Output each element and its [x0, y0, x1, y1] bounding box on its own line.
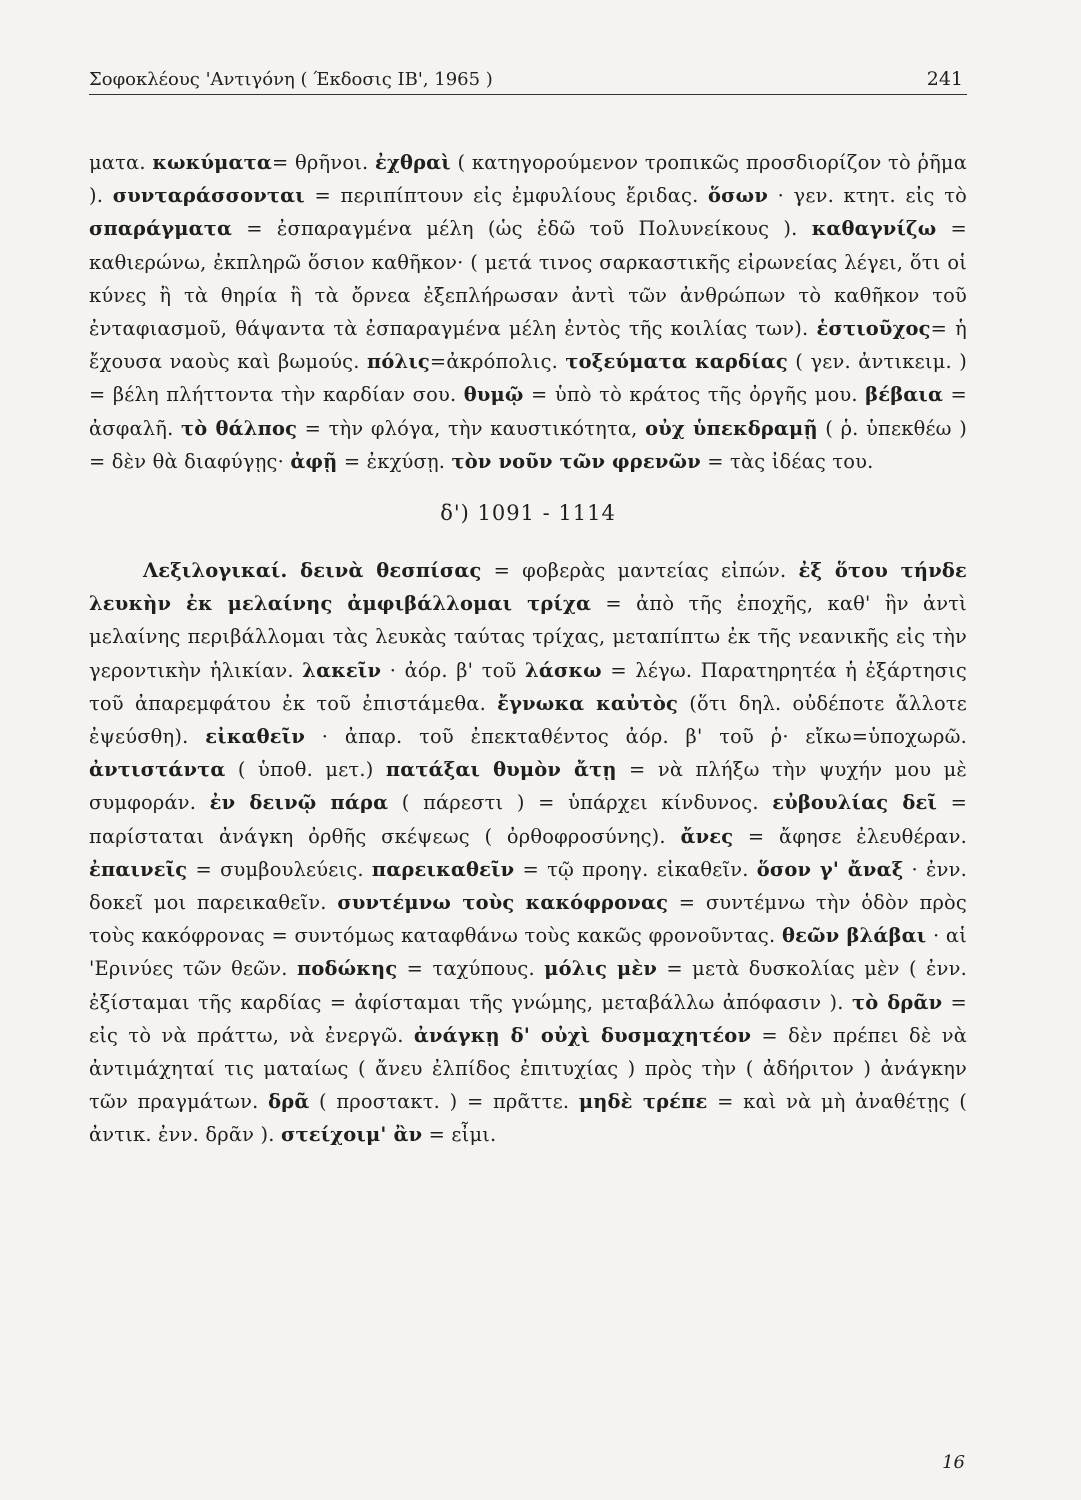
lemma: κωκύματα — [152, 151, 272, 174]
lemma: σπαράγματα — [89, 217, 233, 241]
lemma: Λεξιλογικαί. δεινὰ θεσπίσας — [143, 559, 482, 583]
lemma: ὅσων — [708, 184, 768, 208]
lemma: στείχοιμ' ἂν — [280, 1123, 423, 1147]
running-title: Σοφοκλέους 'Αντιγόνη ( Έκδοσις ΙΒ', 1965 ) — [89, 69, 493, 90]
paragraph-glossary-1: ματα. κωκύματα= θρῆνοι. ἐχθραὶ ( κατηγορούμενον τροπικῶς προσδιορίζον τὸ ῥῆμα ). συνταράσσονται = περιπίπτουν εἰς ἐμφυλίους ἔριδας. ὅσων · γεν. κτητ. εἰς τὸ σπαράγματα = ἐσπαραγμένα μέλη (ὡς ἐδῶ τοῦ Πολυνείκους ). καθαγνίζω = καθιερώνω, ἐκπληρῶ ὅσιον καθῆκον· ( μετά τινος σαρκαστικῆς εἰρωνείας λέγει, ὅτι οἱ κύνες ἢ τὰ θηρία ἢ τὰ ὄρνεα ἐξεπλήρωσαν ἀντὶ τῶν ἀνθρώπων τὸ καθῆκον τοῦ ἐνταφιασμοῦ, θάψαντα τὰ ἐσπαραγμένα μέλη ἐντὸς τῆς κοιλίας των). ἑστιοῦχος= ἡ ἔχουσα ναοὺς καὶ βωμούς. πόλις=ἀκρόπολις. τοξεύματα καρδίας ( γεν. ἀντικειμ. ) = βέλη πλήττοντα τὴν καρδίαν σου. θυμῷ = ὑπὸ τὸ κράτος τῆς ὀργῆς μου. βέβαια = ἀσφαλῆ. τὸ θάλπος = τὴν φλόγα, τὴν καυστικότητα, οὐχ ὑπεκδραμῇ ( ῥ. ὑπεκθέω ) = δὲν θὰ διαφύγῃς· ἀφῇ = ἐκχύσῃ. τὸν νοῦν τῶν φρενῶν = τὰς ἰδέας του. — [89, 151, 968, 473]
lemma: λάσκω — [525, 658, 602, 682]
lemma: συντέμνω τοὺς κακόφρονας — [337, 891, 669, 915]
lemma: παρεικαθεῖν — [371, 857, 515, 881]
signature-mark: 16 — [942, 1452, 965, 1473]
paragraph-glossary-2: Λεξιλογικαί. δεινὰ θεσπίσας = φοβερὰς μαντείας εἰπών. ἐξ ὅτου τήνδε λευκὴν ἐκ μελαίνης ἀμφιβάλλομαι τρίχα = ἀπὸ τῆς ἐποχῆς, καθ' ἣν ἀντὶ μελαίνης περιβάλλομαι τὰς λευκὰς ταύτας τρίχας, μεταπίπτω ἐκ τῆς νεανικῆς εἰς τὴν γεροντικὴν ἡλικίαν. λακεῖν · ἀόρ. β' τοῦ λάσκω = λέγω. Παρατηρητέα ἡ ἐξάρτησις τοῦ ἀπαρεμφάτου ἐκ τοῦ ἐπιστάμεθα. ἔγνωκα καὐτὸς (ὅτι δηλ. οὐδέποτε ἄλλοτε ἐψεύσθη). εἰκαθεῖν · ἀπαρ. τοῦ ἐπεκταθέντος ἀόρ. β' τοῦ ῥ· εἴκω=ὑποχωρῶ. ἀντιστάντα ( ὑποθ. μετ.) πατάξαι θυμὸν ἄτῃ = νὰ πλήξω τὴν ψυχήν μου μὲ συμφοράν. ἐν δεινῷ πάρα ( πάρεστι ) = ὑπάρχει κίνδυνος. εὐβουλίας δεῖ = παρίσταται ἀνάγκη ὀρθῆς σκέψεως ( ὀρθοφροσύνης). ἄνες = ἄφησε ἐλευθέραν. ἐπαινεῖς = συμβουλεύεις. παρεικαθεῖν = τῷ προηγ. εἰκαθεῖν. ὅσον γ' ἄναξ · ἐνν. δοκεῖ μοι παρεικαθεῖν. συντέμνω τοὺς κακόφρονας = συντέμνω τὴν ὁδὸν πρὸς τοὺς κακόφρονας = συντόμως καταφθάνω τοὺς κακῶς φρονοῦντας. θεῶν βλάβαι · αἱ 'Ερινύες τῶν θεῶν. ποδώκης = ταχύπους. μόλις μὲν = μετὰ δυσκολίας μὲν ( ἐνν. ἐξίσταμαι τῆς καρδίας = ἀφίσταμαι τῆς γνώμης, μεταβάλλω ἀπόφασιν ). τὸ δρᾶν = εἰς τὸ νὰ πράττω, νὰ ἐνεργῶ. ἀνάγκῃ δ' οὐχὶ δυσμαχητέον = δὲν πρέπει δὲ νὰ ἀντιμάχηταί τις ματαίως ( ἄνευ ἐλπίδος ἐπιτυχίας ) πρὸς τὴν ( ἀδήριτον ) ἀνάγκην τῶν πραγμάτων. δρᾶ ( προστακτ. ) = πρᾶττε. μηδὲ τρέπε = καὶ νὰ μὴ ἀναθέτῃς ( ἀντικ. ἐνν. δρᾶν ). στείχοιμ' ἂν = εἶμι. — [89, 559, 968, 1147]
lemma: τὸ δρᾶν — [851, 990, 943, 1014]
lemma: ἔγνωκα καὐτὸς — [497, 691, 678, 715]
lemma: μόλις μὲν — [544, 957, 658, 981]
lemma: καθαγνίζω — [811, 217, 937, 241]
lemma: οὐχ ὑπεκδραμῇ — [645, 416, 818, 440]
page-body — [89, 146, 967, 1152]
lemma: ἀντιστάντα — [89, 758, 226, 782]
lemma: ἑστιοῦχος — [816, 317, 931, 341]
lemma: ἐπαινεῖς — [89, 857, 188, 881]
section-heading: δ') 1091 - 1114 — [440, 501, 616, 526]
lemma: θυμῷ — [463, 383, 524, 407]
lemma: ὅσον γ' ἄναξ — [756, 857, 904, 881]
lemma: ἐχθραὶ — [375, 151, 451, 174]
lemma: πόλις — [367, 350, 430, 374]
lemma: πατάξαι θυμὸν ἄτῃ — [385, 758, 617, 782]
lemma: εἰκαθεῖν — [205, 725, 306, 749]
lemma: τὸ θάλπος — [181, 416, 298, 440]
page-number: 241 — [926, 68, 963, 90]
lemma: εὐβουλίας δεῖ — [772, 791, 938, 815]
lemma: ἀφῇ — [290, 449, 338, 473]
lemma: μηδὲ τρέπε — [578, 1090, 708, 1114]
lemma: συνταράσσονται — [112, 184, 305, 208]
lemma: τὸν νοῦν τῶν φρενῶν — [451, 449, 701, 473]
lemma: βέβαια — [865, 383, 944, 407]
lemma: λακεῖν — [302, 658, 382, 682]
lemma: ποδώκης — [296, 957, 398, 981]
lemma: δρᾶ — [268, 1090, 310, 1114]
lemma: τοξεύματα καρδίας — [565, 350, 788, 374]
lemma: θεῶν βλάβαι — [781, 924, 927, 948]
running-header — [89, 68, 967, 95]
lemma: ἐξ ὅτου τήνδε λευκὴν ἐκ μελαίνης ἀμφιβάλλομαι τρίχα — [89, 559, 968, 616]
lemma: ἄνες — [680, 824, 734, 848]
lemma: ἐν δεινῷ πάρα — [209, 791, 389, 815]
lemma: ἀνάγκῃ δ' οὐχὶ δυσμαχητέον — [413, 1023, 752, 1047]
